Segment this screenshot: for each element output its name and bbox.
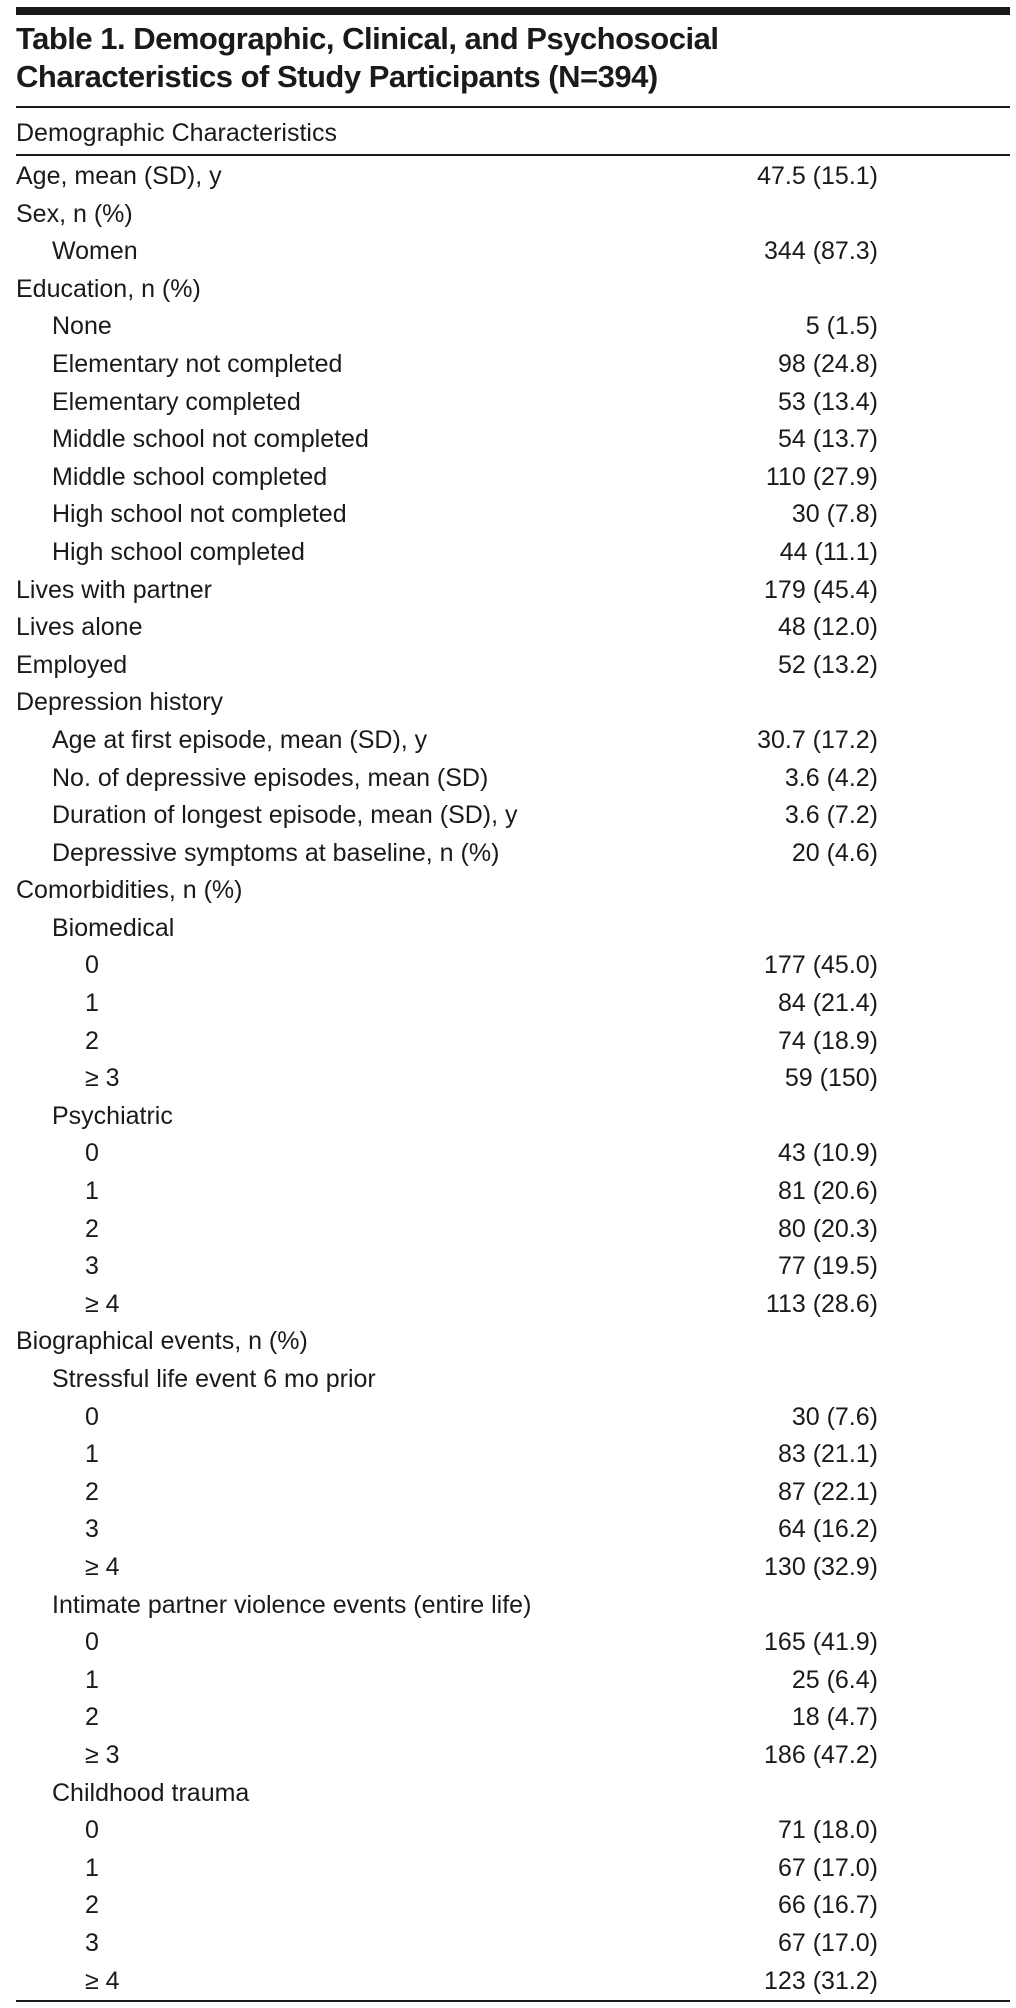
row-value: 59 (150) <box>784 1064 878 1093</box>
row-value: 130 (32.9) <box>764 1552 878 1581</box>
table-row <box>0 1812 1016 1850</box>
row-value: 18 (4.7) <box>791 1703 878 1732</box>
row-value: 77 (19.5) <box>777 1252 878 1281</box>
row-value: 47.5 (15.1) <box>757 162 878 190</box>
table-title-line-2: Characteristics of Study Participants (N=394) <box>16 59 658 94</box>
table-title <box>16 20 718 96</box>
row-value: 110 (27.9) <box>765 462 878 491</box>
row-label: Education, n (%) <box>16 274 201 303</box>
row-value: 5 (1.5) <box>805 312 878 341</box>
row-label: High school completed <box>52 537 305 566</box>
row-value: 113 (28.6) <box>765 1289 878 1318</box>
table-row <box>0 910 1016 948</box>
row-label: Stressful life event 6 mo prior <box>52 1365 376 1393</box>
row-value: 48 (12.0) <box>777 613 878 642</box>
row-label: 0 <box>85 1816 99 1845</box>
table-row <box>0 421 1016 459</box>
row-label: 0 <box>85 1628 99 1657</box>
row-value: 179 (45.4) <box>764 575 878 604</box>
row-label: 0 <box>85 1402 99 1431</box>
title-divider <box>16 106 1010 108</box>
table-row <box>0 1775 1016 1813</box>
table-row <box>0 1925 1016 1963</box>
row-label: Biomedical <box>52 913 175 942</box>
table-row <box>0 1060 1016 1098</box>
row-label: Biographical events, n (%) <box>16 1327 308 1356</box>
table-row <box>0 1662 1016 1700</box>
table-row <box>0 985 1016 1023</box>
table-row <box>0 609 1016 647</box>
top-rule <box>16 7 1010 15</box>
row-label: 3 <box>85 1515 99 1544</box>
row-value: 123 (31.2) <box>764 1966 878 1995</box>
row-value: 80 (20.3) <box>777 1214 878 1243</box>
row-label: Psychiatric <box>52 1101 173 1130</box>
row-label: Childhood trauma <box>52 1778 250 1807</box>
row-label: 1 <box>85 989 99 1018</box>
row-value: 87 (22.1) <box>777 1477 878 1506</box>
row-value: 67 (17.0) <box>777 1853 878 1882</box>
row-label: Middle school completed <box>52 462 328 491</box>
row-label: Lives with partner <box>16 575 212 604</box>
table-row <box>0 1963 1016 2001</box>
row-value: 177 (45.0) <box>764 951 878 980</box>
row-label: ≥ 4 <box>85 1552 120 1581</box>
row-value: 83 (21.1) <box>777 1440 878 1469</box>
table-row <box>0 346 1016 384</box>
table-row <box>0 1023 1016 1061</box>
row-label: ≥ 4 <box>85 1966 120 1995</box>
row-label: 2 <box>85 1891 99 1920</box>
row-value: 30 (7.8) <box>791 500 878 529</box>
row-label: 2 <box>85 1703 99 1732</box>
row-label: 3 <box>85 1252 99 1281</box>
table-row <box>0 872 1016 910</box>
table-row <box>0 271 1016 309</box>
row-value: 3.6 (4.2) <box>784 763 878 792</box>
row-label: 2 <box>85 1026 99 1055</box>
row-label: Women <box>52 237 138 266</box>
row-value: 186 (47.2) <box>764 1740 878 1769</box>
table-row <box>0 1098 1016 1136</box>
row-label: Intimate partner violence events (entire life) <box>52 1590 532 1619</box>
row-label: Elementary not completed <box>52 349 343 378</box>
row-label: No. of depressive episodes, mean (SD) <box>52 763 489 792</box>
table-row <box>0 797 1016 835</box>
row-value: 54 (13.7) <box>777 425 878 454</box>
table-row <box>0 308 1016 346</box>
row-value: 66 (16.7) <box>777 1891 878 1920</box>
row-value: 20 (4.6) <box>791 838 878 867</box>
row-label: ≥ 3 <box>85 1740 120 1769</box>
row-label: ≥ 3 <box>85 1064 120 1093</box>
row-label: Employed <box>16 650 128 679</box>
row-value: 74 (18.9) <box>777 1026 878 1055</box>
table-row <box>0 1323 1016 1361</box>
row-label: Depression history <box>16 688 224 717</box>
table-row <box>0 572 1016 610</box>
table-row <box>0 1173 1016 1211</box>
row-label: High school not completed <box>52 500 347 529</box>
row-label: 2 <box>85 1477 99 1506</box>
row-value: 67 (17.0) <box>777 1928 878 1957</box>
row-label: 1 <box>85 1665 99 1694</box>
table-title-line-1: Table 1. Demographic, Clinical, and Psychosocial <box>16 21 719 56</box>
table-row <box>0 1286 1016 1324</box>
row-value: 344 (87.3) <box>764 237 878 266</box>
table-row <box>0 1436 1016 1474</box>
table-row <box>0 1361 1016 1399</box>
table-row <box>0 158 1016 196</box>
row-label: 2 <box>85 1214 99 1243</box>
row-value: 165 (41.9) <box>764 1628 878 1657</box>
table-row <box>0 384 1016 422</box>
row-value: 3.6 (7.2) <box>784 801 878 830</box>
row-label: Sex, n (%) <box>16 199 133 228</box>
table-row <box>0 534 1016 572</box>
row-label: 1 <box>85 1440 99 1469</box>
row-label: Elementary completed <box>52 387 301 416</box>
row-value: 25 (6.4) <box>791 1665 878 1694</box>
table-row <box>0 760 1016 798</box>
row-label: Middle school not completed <box>52 425 369 454</box>
table-row <box>0 459 1016 497</box>
table-row <box>0 1211 1016 1249</box>
table-row <box>0 1624 1016 1662</box>
row-value: 98 (24.8) <box>777 349 878 378</box>
row-value: 81 (20.6) <box>777 1177 878 1206</box>
table-row <box>0 1887 1016 1925</box>
table-row <box>0 1850 1016 1888</box>
row-label: 3 <box>85 1928 99 1957</box>
table-row <box>0 1248 1016 1286</box>
row-label: Depressive symptoms at baseline, n (%) <box>52 838 500 867</box>
table-row <box>0 647 1016 685</box>
row-label: 1 <box>85 1177 99 1206</box>
table-row <box>0 1587 1016 1625</box>
row-value: 52 (13.2) <box>777 650 878 679</box>
table-row <box>0 1474 1016 1512</box>
table-row <box>0 1737 1016 1775</box>
row-label: 0 <box>85 951 99 980</box>
table-row <box>0 233 1016 271</box>
row-label: Duration of longest episode, mean (SD), y <box>52 801 518 830</box>
table-row <box>0 196 1016 234</box>
row-label: 0 <box>85 1139 99 1168</box>
row-value: 53 (13.4) <box>777 387 878 416</box>
table-row <box>0 1699 1016 1737</box>
table-row <box>0 835 1016 873</box>
row-value: 43 (10.9) <box>777 1139 878 1168</box>
row-label: Comorbidities, n (%) <box>16 876 243 905</box>
row-label: 1 <box>85 1853 99 1882</box>
row-label: None <box>52 312 112 341</box>
header-divider <box>16 154 1010 156</box>
row-value: 30 (7.6) <box>791 1402 878 1431</box>
row-value: 30.7 (17.2) <box>757 725 878 754</box>
row-label: ≥ 4 <box>85 1289 120 1318</box>
table-row <box>0 1511 1016 1549</box>
table-body <box>0 158 1016 2000</box>
row-label: Lives alone <box>16 613 143 642</box>
bottom-rule <box>16 2000 1010 2002</box>
row-value: 71 (18.0) <box>777 1816 878 1845</box>
section-header: Demographic Characteristics <box>16 119 337 147</box>
table-row <box>0 1399 1016 1437</box>
row-value: 84 (21.4) <box>777 989 878 1018</box>
row-label: Age, mean (SD), y <box>16 162 222 190</box>
row-value: 64 (16.2) <box>777 1515 878 1544</box>
row-value: 44 (11.1) <box>779 537 878 566</box>
table-row <box>0 1135 1016 1173</box>
table-row <box>0 1549 1016 1587</box>
row-label: Age at first episode, mean (SD), y <box>52 725 428 754</box>
table-row <box>0 722 1016 760</box>
table-row <box>0 496 1016 534</box>
table-row <box>0 947 1016 985</box>
table-row <box>0 684 1016 722</box>
